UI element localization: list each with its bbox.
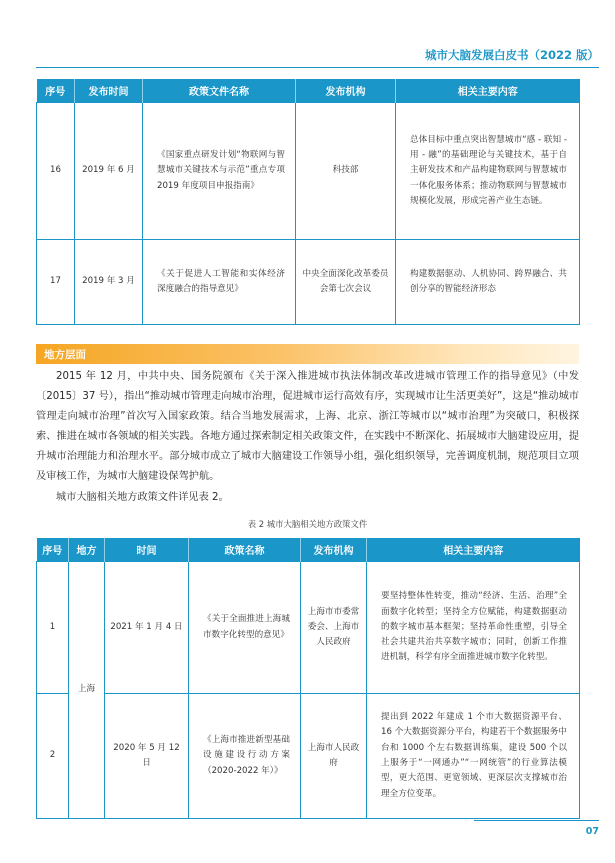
page-number: 07 — [585, 826, 599, 837]
header-title: 城市大脑发展白皮书（2022 版） — [424, 48, 599, 62]
column-header: 发布时间 — [75, 79, 143, 103]
policy-document-name: 《国家重点研发计划“物联网与智慧城市关键技术与示范”重点专项 2019 年度项目申报指南》 — [143, 103, 296, 240]
main-content: 提出到 2022 年建成 1 个市大数据资源平台、16 个大数据资源分平台，构建若干个数据服务中台和 1000 个左右数据训练集，建设 500 个以上服务于“一网通办”“一网统管”的行业算法模型，更大范围、更宽领域、更深层次支撑城市治理全方位变革。 — [367, 694, 580, 819]
row-number: 2 — [37, 694, 69, 819]
table-caption: 表 2 城市大脑相关地方政策文件 — [247, 519, 368, 529]
column-header: 相关主要内容 — [367, 538, 580, 562]
column-header: 发布机构 — [296, 79, 396, 103]
release-date: 2019 年 3 月 — [75, 240, 143, 325]
section-title: 地方层面 — [44, 349, 86, 361]
column-header: 相关主要内容 — [396, 79, 580, 103]
column-header: 序号 — [37, 79, 75, 103]
issuing-agency: 中央全面深化改革委员会第七次会议 — [296, 240, 396, 325]
column-header: 序号 — [37, 538, 69, 562]
table-row — [37, 103, 580, 240]
local-policy-table — [36, 538, 580, 819]
region-cell: 上海 — [69, 562, 105, 819]
section-heading-bar — [36, 344, 579, 364]
policy-document-name: 《关于促进人工智能和实体经济深度融合的指导意见》 — [143, 240, 296, 325]
body-paragraph: 城市大脑相关地方政策文件详见表 2。 — [56, 492, 229, 503]
header-divider — [36, 67, 599, 68]
policy-document-name: 《上海市推进新型基础设施建设行动方案（2020-2022 年）》 — [189, 694, 301, 819]
release-date: 2019 年 6 月 — [75, 103, 143, 240]
row-number: 17 — [37, 240, 75, 325]
release-date: 2020 年 5 月 12 日 — [105, 694, 189, 819]
column-header: 发布机构 — [301, 538, 367, 562]
main-content: 要坚持整体性转变，推动“经济、生活、治理”全面数字化转型；坚持全方位赋能，构建数据驱动的数字城市基本框架；坚持革命性重塑，引导全社会共建共治共享数字城市；同时，创新工作推进机制，科学有序全面推进城市数字化转型。 — [367, 562, 580, 694]
national-policy-table — [36, 79, 580, 325]
issuing-agency: 上海市人民政府 — [301, 694, 367, 819]
table-row — [37, 694, 580, 819]
release-date: 2021 年 1 月 4 日 — [105, 562, 189, 694]
row-number: 16 — [37, 103, 75, 240]
column-header: 政策文件名称 — [143, 79, 296, 103]
table-row — [37, 562, 580, 694]
policy-document-name: 《关于全面推进上海城市数字化转型的意见》 — [189, 562, 301, 694]
column-header: 政策名称 — [189, 538, 301, 562]
table-row — [37, 240, 580, 325]
footer-divider — [474, 820, 599, 821]
row-number: 1 — [37, 562, 69, 694]
table-header-row — [37, 79, 580, 103]
main-content: 总体目标中重点突出智慧城市“感 - 联知 - 用 - 融”的基础理论与关键技术，基于自主研发技术和产品构建物联网与智慧城市一体化服务体系；推动物联网与智慧城市规模化发展，形成完善产业生态链。 — [396, 103, 580, 240]
table-header-row — [37, 538, 580, 562]
main-content: 构建数据驱动、人机协同、跨界融合、共创分享的智能经济形态 — [396, 240, 580, 325]
column-header: 时间 — [105, 538, 189, 562]
issuing-agency: 上海市市委常委会、上海市人民政府 — [301, 562, 367, 694]
column-header: 地方 — [69, 538, 105, 562]
body-paragraph: 2015 年 12 月，中共中央、国务院颁布《关于深入推进城市执法体制改革改进城市管理工作的指导意见》（中发〔2015〕37 号），指出“推动城市管理走向城市治理，促进城市运行高效有序，实现城市让生活更美好”，这是“推动城市管理走向城市治理”首次写入国家政策。结合当地发展需求，上海、北京、浙江等城市以“城市治理”为突破口，积极探索、推进在城市各领域的相关实践。各地方通过探索制定相关政策文件，在实践中不断深化、拓展城市大脑建设应用，提升城市治理能力和治理水平。部分城市成立了城市大脑建设工作领导小组，强化组织领导，完善调度机制，规范项目立项及审核工作，为城市大脑建设保驾护航。 — [36, 371, 579, 482]
issuing-agency: 科技部 — [296, 103, 396, 240]
